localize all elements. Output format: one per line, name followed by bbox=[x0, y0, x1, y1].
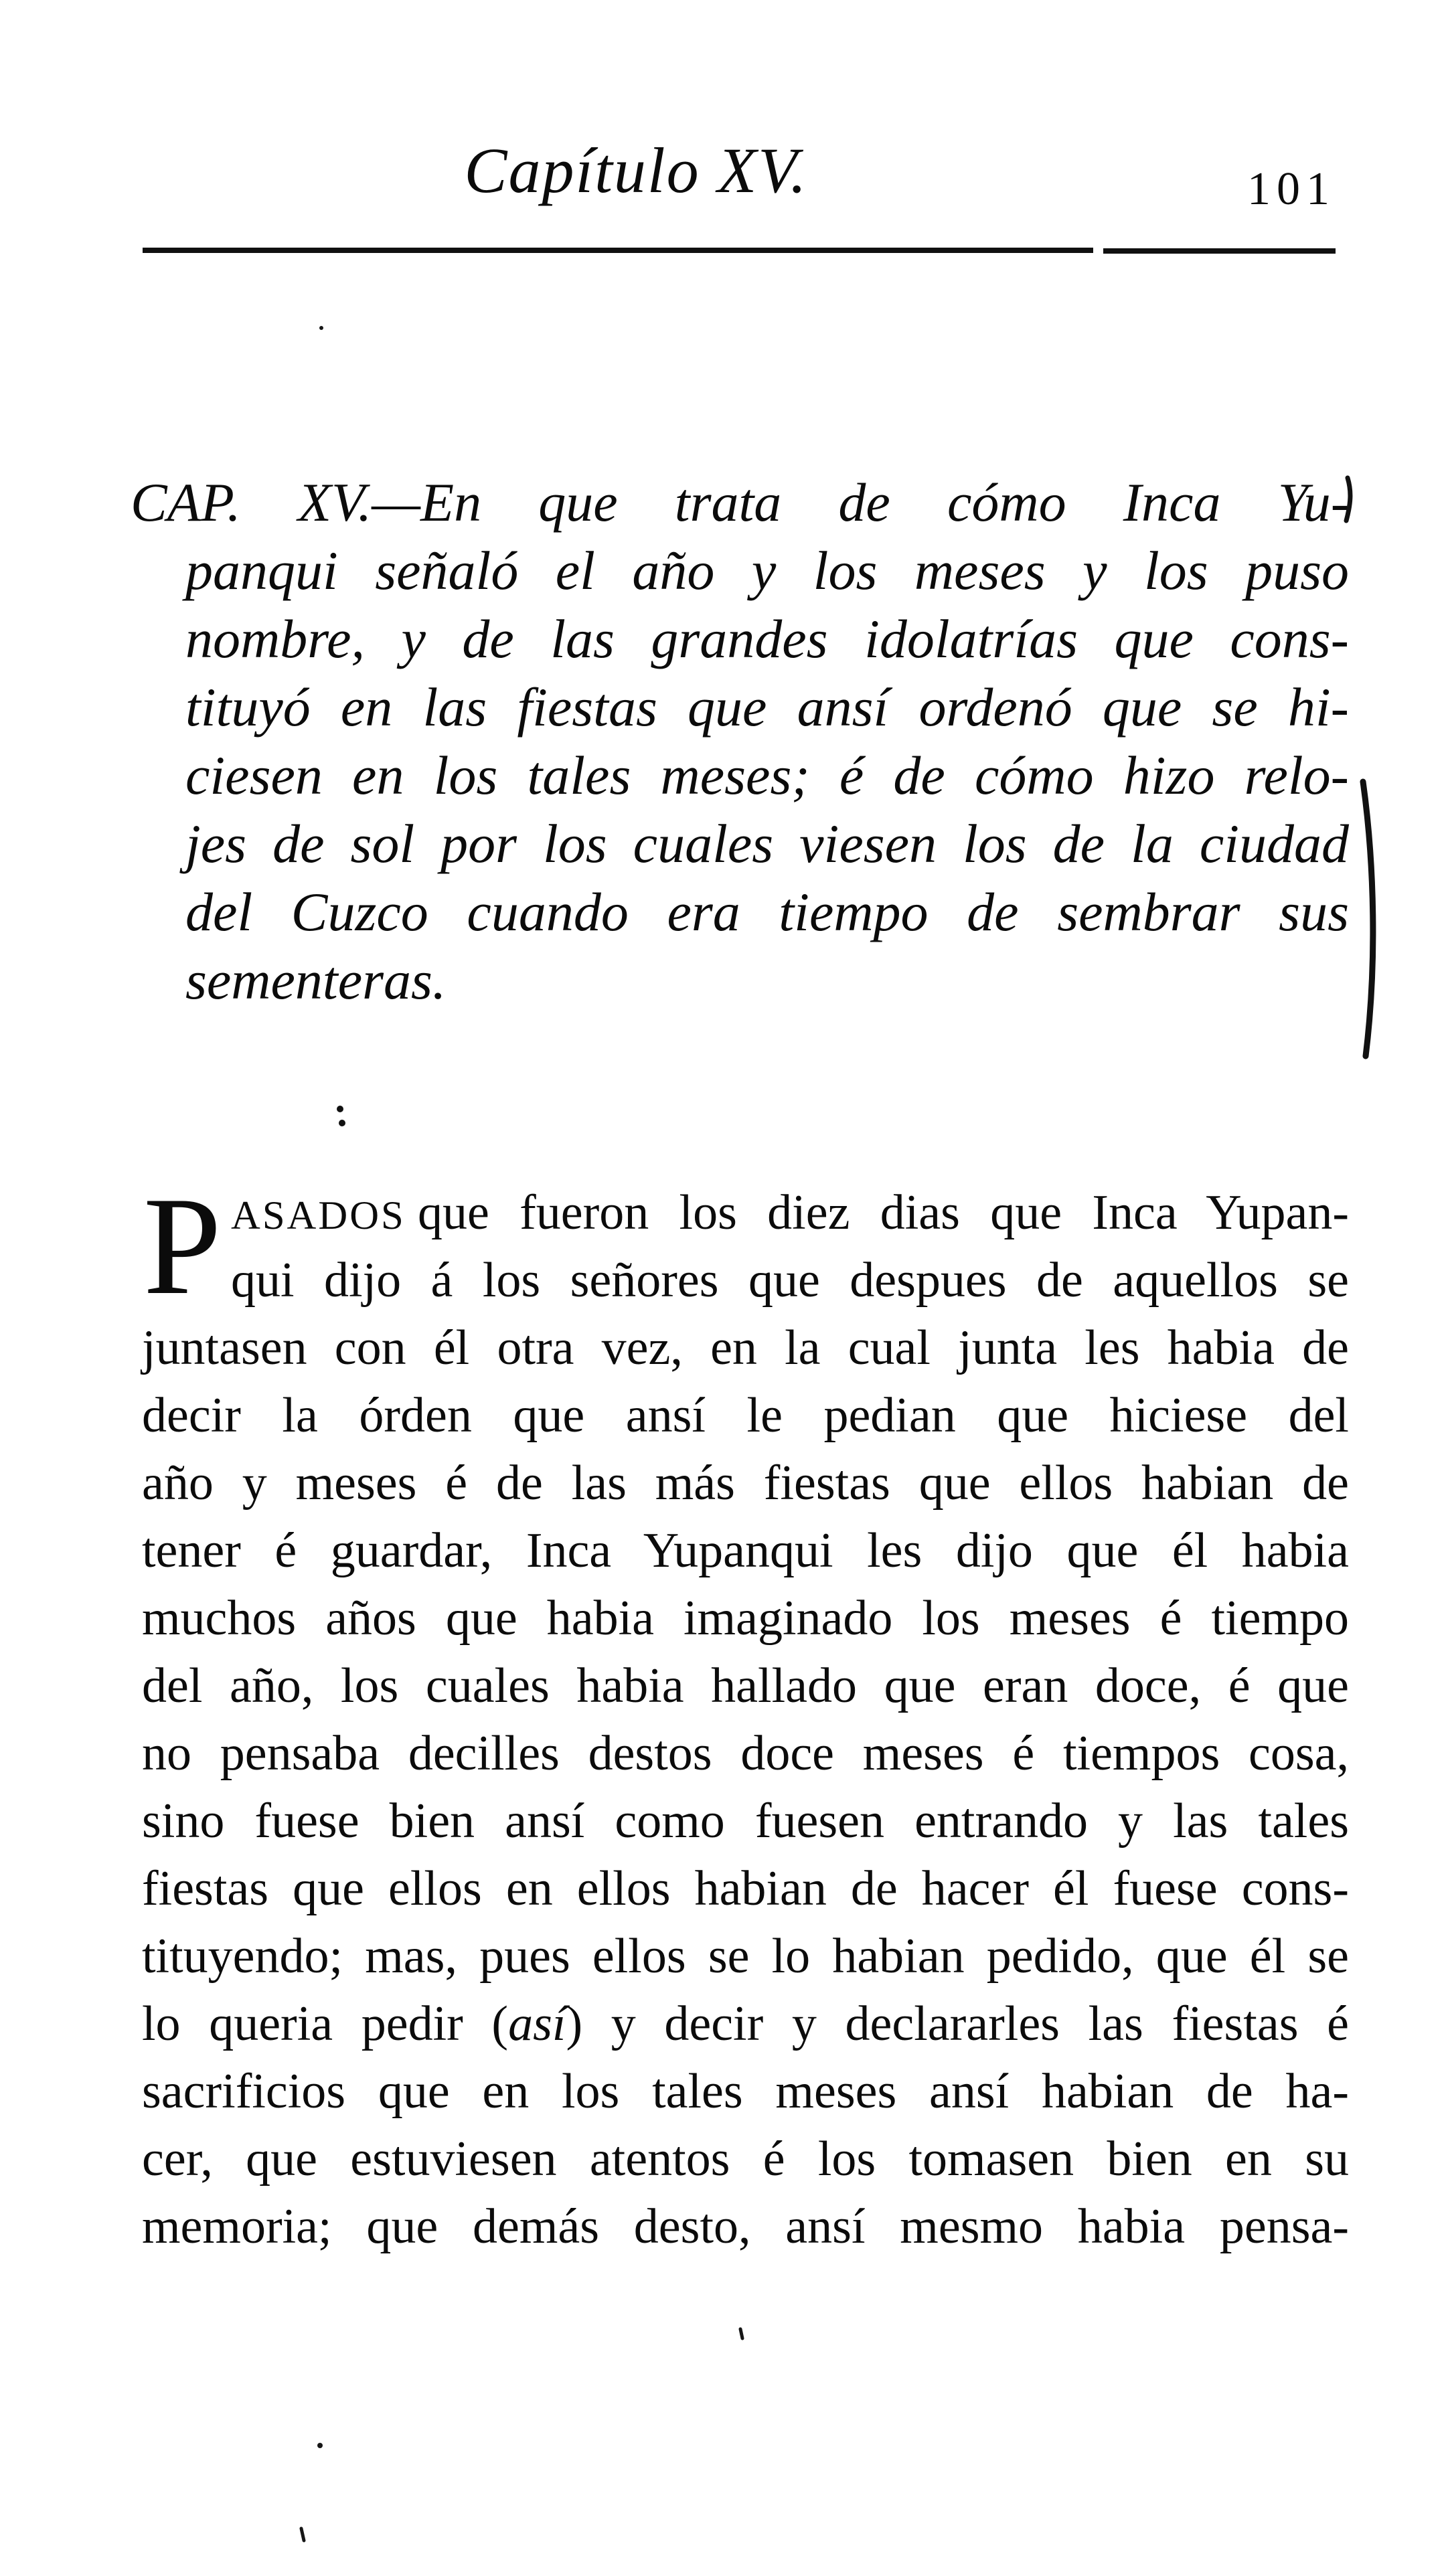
chapter-summary bbox=[131, 468, 1349, 1015]
body-line-text: lo queria pedir ( bbox=[142, 1996, 509, 2051]
summary-line: sementeras. bbox=[185, 950, 447, 1011]
body-line: tituyendo; mas, pues ellos se lo habian pedido, que él se bbox=[142, 1929, 1349, 1984]
summary-line: jes de sol por los cuales viesen los de la ciudad bbox=[185, 813, 1349, 874]
body-line: sacrificios que en los tales meses ansí habian de ha- bbox=[142, 2064, 1349, 2119]
body-line: cer, que estuviesen atentos é los tomasen bien en su bbox=[142, 2132, 1349, 2186]
header-rule-left-segment bbox=[143, 248, 1093, 253]
body-paragraph bbox=[142, 1179, 1349, 2261]
body-line bbox=[142, 1179, 1349, 1247]
colon-mark-dot bbox=[339, 1120, 345, 1126]
body-line: juntasen con él otra vez, en la cual junta les habia de bbox=[142, 1320, 1349, 1375]
body-line: qui dijo á los señores que despues de aquellos se bbox=[231, 1253, 1349, 1308]
summary-line: nombre, y de las grandes idolatrías que cons- bbox=[185, 608, 1349, 669]
speckle bbox=[740, 2329, 742, 2338]
body-line: muchos años que habia imaginado los meses é tiempo bbox=[142, 1591, 1349, 1646]
summary-line: del Cuzco cuando era tiempo de sembrar sus bbox=[185, 881, 1349, 942]
body-line: año y meses é de las más fiestas que ellos habian de bbox=[142, 1456, 1349, 1511]
speckle bbox=[317, 2443, 323, 2448]
summary-line: ciesen en los tales meses; é de cómo hizo relo- bbox=[185, 745, 1349, 806]
body-line: fiestas que ellos en ellos habian de hacer él fuese cons- bbox=[142, 1861, 1349, 1916]
speckle bbox=[301, 2528, 304, 2541]
pen-mark-long bbox=[1363, 782, 1373, 1056]
speckle bbox=[319, 326, 323, 330]
body-line: sino fuese bien ansí como fuesen entrando y las tales bbox=[142, 1794, 1349, 1849]
page-number: 101 bbox=[1247, 163, 1336, 215]
italic-word: así bbox=[508, 1996, 566, 2051]
running-title: Capítulo XV. bbox=[464, 135, 808, 206]
header-rule-right-segment bbox=[1103, 248, 1336, 254]
small-caps-word: ASADOS bbox=[231, 1193, 406, 1238]
body-line: del año, los cuales habia hallado que eran doce, é que bbox=[142, 1658, 1349, 1713]
body-line: tener é guardar, Inca Yupanqui les dijo que él habia bbox=[142, 1523, 1349, 1578]
body-line: no pensaba decilles destos doce meses é tiempos cosa, bbox=[142, 1726, 1349, 1781]
colon-mark-dot bbox=[337, 1106, 343, 1112]
body-line bbox=[142, 1990, 1349, 2058]
drop-cap-initial: P bbox=[143, 1169, 222, 1324]
body-line: decir la órden que ansí le pedian que hiciese del bbox=[142, 1388, 1349, 1443]
summary-line: CAP. XV.—En que trata de cómo Inca Yu- bbox=[131, 472, 1349, 533]
body-line-text: ) y decir y declararles las fiestas é bbox=[566, 1996, 1349, 2051]
body-line: memoria; que demás desto, ansí mesmo habia pensa- bbox=[142, 2199, 1349, 2254]
body-line-text: que fueron los diez dias que Inca Yupan- bbox=[417, 1185, 1349, 1240]
summary-line: tituyó en las fiestas que ansí ordenó que se hi- bbox=[185, 677, 1349, 738]
summary-line: panqui señaló el año y los meses y los puso bbox=[185, 540, 1349, 601]
